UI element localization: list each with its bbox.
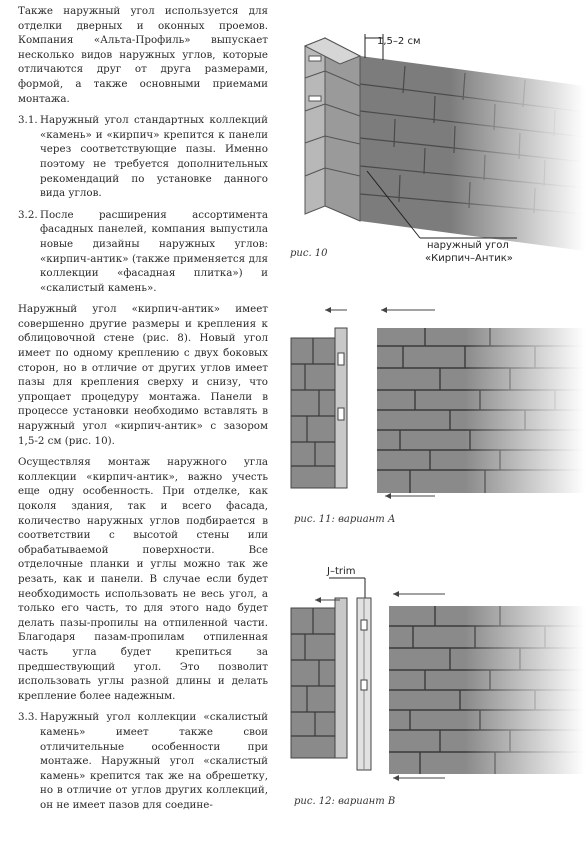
item-number: 3.3. bbox=[18, 711, 38, 724]
figure-11-caption: рис. 11: вариант А bbox=[294, 514, 396, 525]
figure-12-caption: рис. 12: вариант В bbox=[294, 796, 396, 807]
item-text: Наружный угол стандартных коллекций «камень» и «кирпич» крепится к панели через соответствующие пазы. Именно поэтому не требуется дополнительных рекомендаций по установке данного вида углов. bbox=[40, 114, 268, 200]
item-3-1 bbox=[18, 113, 268, 201]
item-3-3 bbox=[18, 710, 268, 812]
item-text: Наружный угол коллекции «скалистый камень» имеет также свои отличительные особенности при монтаже. Наружный угол «скалистый камень» крепится так же на обрешетку, но в отличие от углов других коллекций, он не имеет пазов для соедине- bbox=[40, 711, 268, 811]
item-number: 3.1. bbox=[18, 114, 38, 127]
callout-line-1: наружный угол bbox=[427, 240, 509, 251]
item-text: После расширения ассортимента фасадных панелей, компания выпустила новые дизайны наружных углов: «кирпич-антик» (также применяется для коллекции «фасадная плитка») и «скалистый камень». bbox=[40, 208, 268, 294]
figure-10-caption: рис. 10 bbox=[290, 248, 328, 259]
figure-11-illustration bbox=[285, 298, 585, 503]
item-number: 3.2. bbox=[18, 208, 38, 221]
callout-line-2: «Кирпич–Антик» bbox=[425, 253, 513, 264]
figure-10-illustration bbox=[285, 16, 585, 276]
item-3-2 bbox=[18, 208, 268, 296]
gap-label: 1,5–2 см bbox=[377, 36, 421, 47]
paragraph-antik: Наружный угол «кирпич-антик» имеет совершенно другие размеры и крепления к облицовочной стене (рис. 8). Новый угол имеет по одному креплению с двух боковых сторон, но в отличие от других углов имеет пазы для крепления сверху и снизу, что упрощает процедуру монтажа. Панели в процессе установки необходимо вставлять в наружный угол «кирпич-антик» с зазором 1,5-2 см (рис. 10). bbox=[18, 303, 268, 447]
paragraph-montage: Осуществляя монтаж наружного угла коллекции «кирпич-антик», важно учесть еще одну особенность. При отделке, как цоколя здания, так и всего фасада, количество наружных углов подбирается в соответствии с высотой стены или обрабатываемой поверхности. Все отделочные планки и углы можно так же резать, как и панели. В случае если будет необходимость использовать не весь угол, а только его часть, то для этого надо будет делать пазы-пропилы на отпиленной части. Благодаря пазам-пропилам отпиленная часть угла будет крепиться за предшествующий угол. Это позволит использовать углы разной длины и делать крепление более надежным. bbox=[18, 456, 268, 702]
text-column bbox=[18, 4, 268, 812]
figure-12-illustration bbox=[285, 560, 585, 785]
paragraph-intro: Также наружный угол используется для отделки дверных и оконных проемов. Компания «Альта-Профиль» выпускает несколько видов наружных углов, которые отличаются друг от друга размерами, формой, а также основными приемами монтажа. bbox=[18, 5, 268, 105]
